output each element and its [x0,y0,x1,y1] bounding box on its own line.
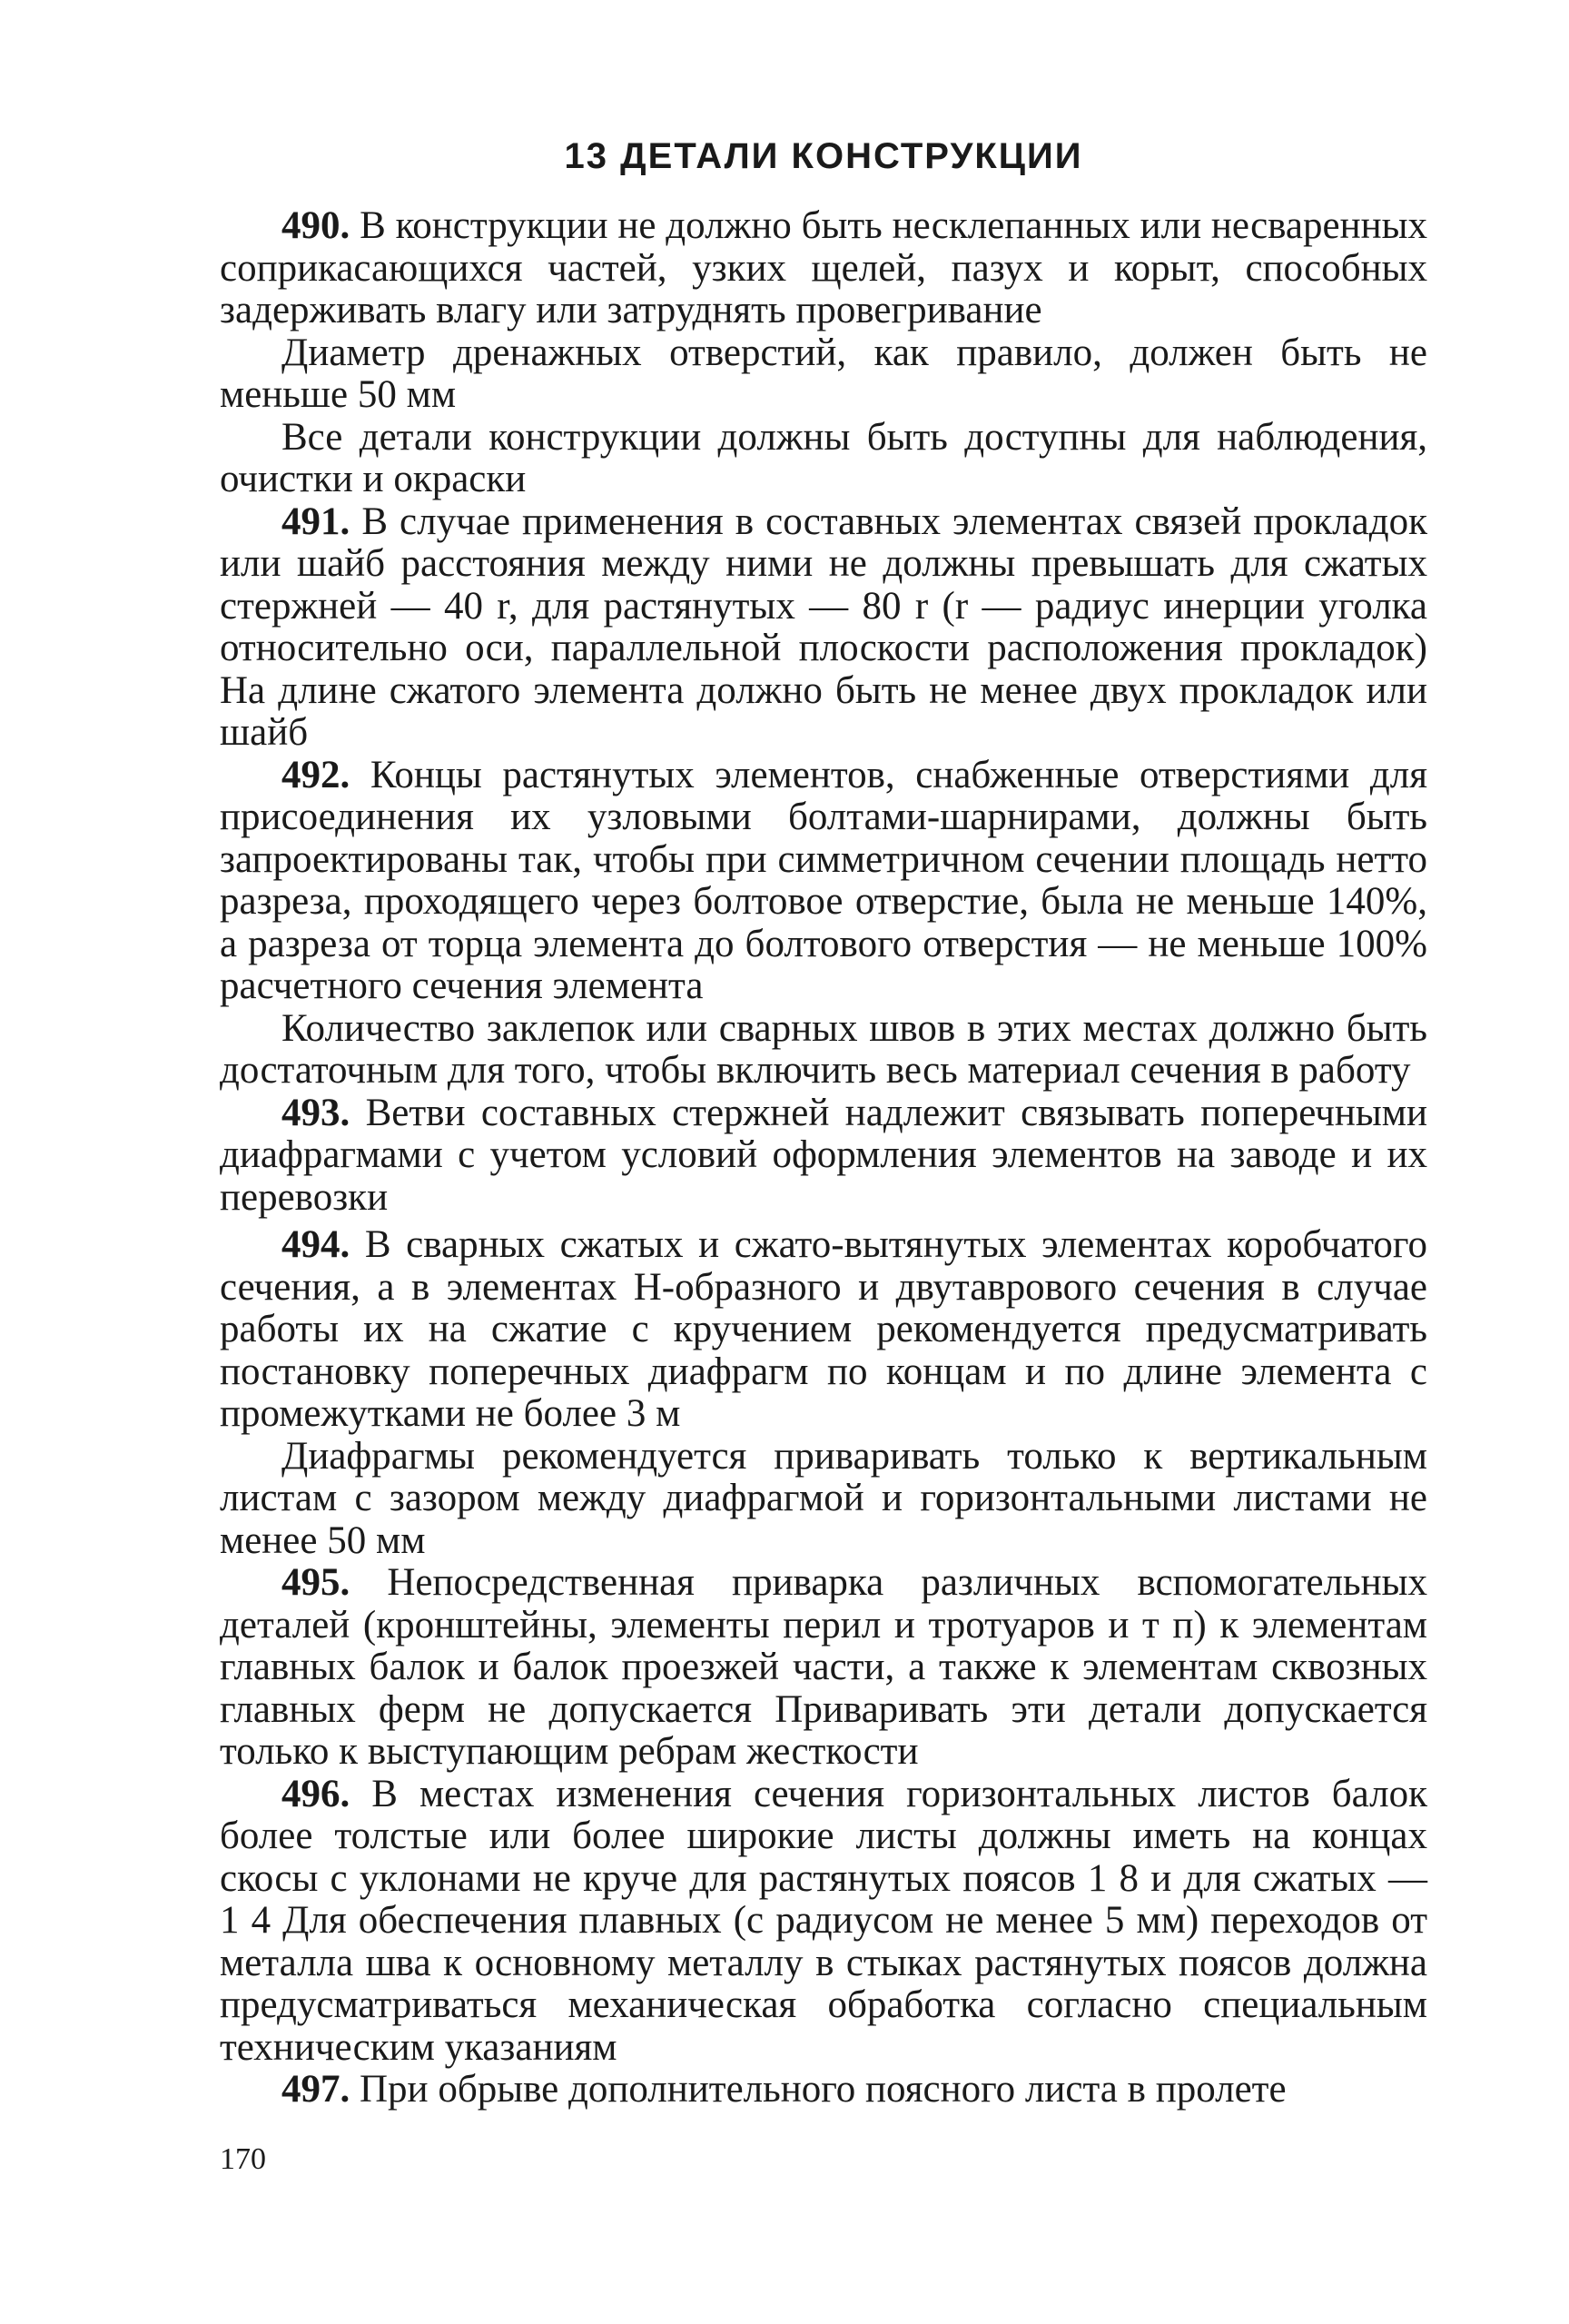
paragraph-494-diaphragms [220,1436,1427,1563]
clause-text: В конструкции не должно быть несклепанных или несваренных соприкасающихся частей, узких щелей, пазух и корыт, способных задерживать влагу или затруднять провегривание [220,204,1427,331]
clause-number: 496. [281,1772,350,1815]
clause-number: 494. [281,1223,350,1266]
clause-text: В случае применения в составных элементах связей прокладок или шайб расстояния между ними не должны превышать для сжатых стержней — 40 r, для растянутых — 80 r (r — радиус инерции уголка относительно оси, параллельной плоскости расположения прокладок) На длине сжатого элемента должно быть не менее двух прокладок или шайб [220,499,1427,754]
clause-text: Диафрагмы рекомендуется приваривать только к вертикальным листам с зазором между диафрагмой и горизонтальными листами не менее 50 мм [220,1434,1427,1562]
clause-text: В местах изменения сечения горизонтальных листов балок более толстые или более широкие листы должны иметь на концах скосы с уклонами не круче для растянутых поясов 1 8 и для сжатых — 1 4 Для обеспечения плавных (с радиусом не менее 5 мм) переходов от металла шва к основному металлу в стыках растянутых поясов должна предусматриваться механическая обработка согласно специальным техническим указаниям [220,1772,1427,2069]
clause-text: Ветви составных стержней надлежит связывать поперечными диафрагмами с учетом условий оформления элементов на заводе и их перевозки [220,1091,1427,1219]
clause-text: Все детали конструкции должны быть доступны для наблюдения, очистки и окраски [220,415,1427,500]
clause-number: 491. [281,499,350,543]
paragraph-491 [220,501,1427,755]
paragraph-490 [220,205,1427,332]
paragraph-496 [220,1774,1427,2070]
clause-number: 497. [281,2068,350,2111]
clause-text: Концы растянутых элементов, снабженные отверстиями для присоединения их узловыми болтами-шарнирами, должны быть запроектированы так, чтобы при симметричном сечении площадь нетто разреза, проходящего через болтовое отверстие, была не меньше 140%, а разреза от торца элемента до болтового отверстия — не меньше 100% расчетного сечения элемента [220,753,1427,1007]
clause-text: В сварных сжатых и сжато-вытянутых элементах коробчатого сечения, а в элементах Н-образного и двутаврового сечения в случае работы их на сжатие с кручением рекомендуется предусматривать постановку поперечных диафрагм по концам и по длине элемента с промежутками не более 3 м [220,1223,1427,1435]
clause-number: 490. [281,204,350,247]
paragraph-492-rivets [220,1008,1427,1093]
clause-text: Количество заклепок или сварных швов в этих местах должно быть достаточным для того, чтобы включить весь материал сечения в работу [220,1006,1427,1092]
paragraph-493 [220,1093,1427,1220]
clause-number: 495. [281,1561,350,1604]
paragraph-497 [220,2069,1427,2111]
paragraph-490-drainage [220,332,1427,417]
paragraph-492 [220,755,1427,1008]
clause-text: Непосредственная приварка различных вспомогательных деталей (кронштейны, элементы перил и тротуаров и т п) к элементам главных балок и балок проезжей части, а также к элементам сквозных главных ферм не допускается Приваривать эти детали допускается только к выступающим ребрам жесткости [220,1561,1427,1773]
section-heading: 13 ДЕТАЛИ КОНСТРУКЦИИ [564,136,1083,176]
paragraph-494 [220,1224,1427,1436]
paragraph-495 [220,1562,1427,1774]
clause-text: Диаметр дренажных отверстий, как правило, должен быть не меньше 50 мм [220,331,1427,416]
paragraph-490-access [220,417,1427,501]
clause-number: 492. [281,753,350,796]
clause-number: 493. [281,1091,350,1134]
clause-text: При обрыве дополнительного поясного листа в пролете [350,2068,1287,2111]
page-body [220,134,1427,2111]
page-number: 170 [220,2142,266,2176]
